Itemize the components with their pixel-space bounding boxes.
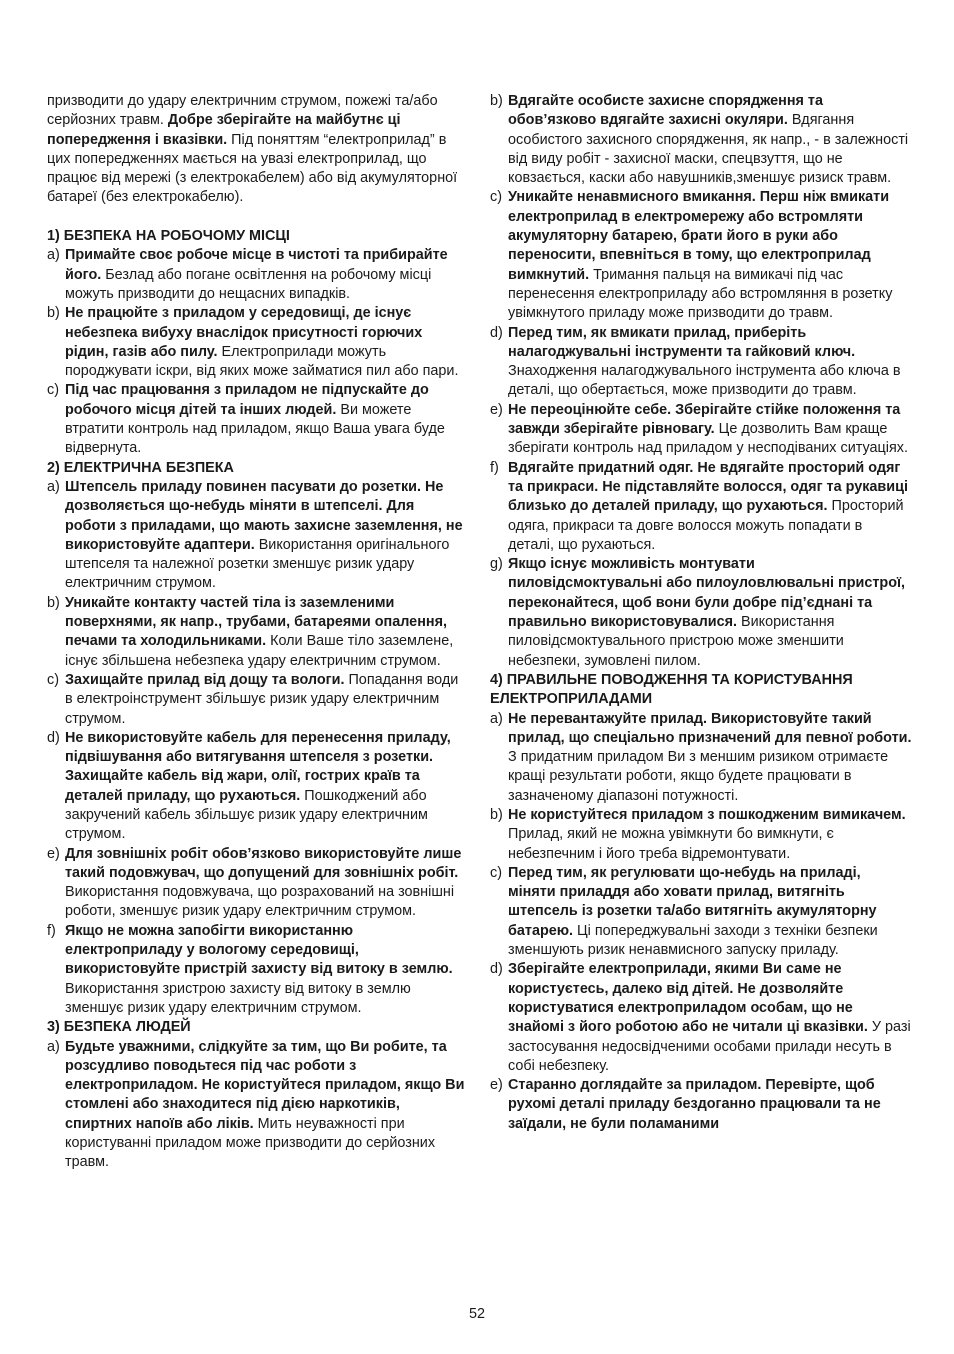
- list-item: [490, 710, 912, 806]
- item-bold-text: Перед тим, як регулювати що-небудь на приладі, міняти приладдя або ховати прилад, витягніть штепсель із розетки та/або витягніть акумуляторну батарею.: [508, 864, 877, 939]
- item-bold-text: Уникайте ненавмисного вмикання. Перш ніж вмикати електроприлад в електромережу або встромляти акумуляторну батарею, брати його в руки або переносити, впевніться в тому, що електроприлад вимкнутий.: [508, 189, 890, 283]
- list-item: [47, 246, 467, 304]
- item-text: [65, 246, 467, 304]
- item-label: c): [490, 189, 502, 206]
- item-plain-text: Мить неуважності при користуванні приладом може призводити до серйозних травм.: [65, 1115, 436, 1171]
- item-bold-text: Якщо існує можливість монтувати пиловідсмоктувальні або пилоуловлювальні пристрої, переконайтеся, щоб вони були добре під’єднані та правильно використовувалися.: [508, 556, 906, 631]
- item-bold-text: Зберігайте електроприлади, якими Ви саме не користуєтесь, далеко від дітей. Не дозволяйте користуватися електроприладом особам, що не знайомі з його роботою або не читали ці вказівки.: [508, 961, 868, 1036]
- item-bold-text: Не користуйтеся приладом з пошкодженим вимикачем.: [508, 806, 906, 823]
- page-number: 52: [468, 1306, 485, 1322]
- item-text: [508, 806, 912, 864]
- item-text: [508, 92, 912, 188]
- list-item: [490, 1076, 912, 1134]
- item-label: a): [47, 247, 60, 264]
- item-plain-text: З придатним приладом Ви з меншим ризиком отримаєте кращі результати роботи, якщо будете працювати в зазначеному діапазоні потужності.: [508, 749, 889, 804]
- item-text: [65, 922, 467, 1018]
- item-label: b): [490, 806, 503, 823]
- list-item: [47, 922, 467, 1018]
- item-plain-text: Вдягання особистого захисного спорядження, як напр., - в залежності від виду робіт - захисної маски, спецвзуття, що не ковзається, каски або навушників,зменшує ризиск травм.: [508, 112, 909, 187]
- section-items: [47, 1038, 467, 1173]
- section-heading: 4) ПРАВИЛЬНЕ ПОВОДЖЕННЯ ТА КОРИСТУВАННЯ ЕЛЕКТРОПРИЛАДАМИ: [490, 671, 853, 708]
- list-item: [490, 92, 912, 188]
- item-text: [65, 594, 467, 671]
- item-label: f): [47, 922, 56, 939]
- item-label: b): [47, 594, 60, 611]
- list-item: [47, 671, 467, 729]
- list-item: [490, 555, 912, 671]
- section-heading: 2) ЕЛЕКТРИЧНА БЕЗПЕКА: [47, 459, 234, 476]
- item-bold-text: Уникайте контакту частей тіла із заземленими поверхнями, як напр., трубами, батареями опалення, печами та холодильниками.: [65, 594, 447, 650]
- list-item: [490, 864, 912, 960]
- item-bold-text: Не працюйте з приладом у середовищі, де існує небезпека вибуху внаслідок присутності горючих рідин, газів або пилу.: [65, 305, 423, 360]
- item-bold-text: Перед тим, як вмикати прилад, приберіть налагоджувальні інструменти та гайковий ключ.: [508, 324, 856, 360]
- list-item: [490, 459, 912, 555]
- item-bold-text: Старанно доглядайте за приладом. Перевірте, щоб рухомі деталі приладу бездоганно працювали та не заїдали, не були поламаними: [508, 1077, 881, 1132]
- item-plain-text: Знаходження налагоджувального інструмента або ключа в деталі, що обертається, може призводити до травм.: [508, 363, 901, 399]
- item-plain-text: Використання пиловідсмоктувального пристрою може зменшити небезпеки, зумовлені пилом.: [508, 614, 844, 669]
- item-plain-text: Коли Ваше тіло заземлене, існує збільшена небезпека удару електричним струмом.: [65, 633, 454, 669]
- item-plain-text: Ви можете втратити контроль над приладом, якщо Ваша увага буде відвернута.: [65, 401, 445, 457]
- item-text: [65, 671, 467, 729]
- left-column: [47, 92, 467, 1173]
- item-bold-text: Вдягайте особисте захисне спорядження та обов’язково вдягайте захисні окуляри.: [508, 93, 823, 129]
- item-text: [508, 188, 912, 323]
- list-item: [490, 960, 912, 1076]
- item-text: [508, 864, 912, 960]
- list-item: [47, 381, 467, 458]
- item-plain-text: Тримання пальця на вимикачі під час перенесення електроприладу або встромляння в розетку увімкнутого приладу може призводити до травм.: [508, 266, 893, 322]
- item-text: [508, 710, 912, 806]
- intro-paragraph: [47, 92, 467, 208]
- item-bold-text: Захищайте прилад від дощу та вологи.: [65, 671, 345, 688]
- item-label: c): [47, 671, 59, 688]
- section-items: [47, 478, 467, 1018]
- intro-text-2: Під поняттям “електроприлад” в цих попередженнях мається на увазі електроприлад, що працює від мережі (з електрокабелем) або від акумуляторної батареї (без електрокабелю).: [47, 131, 458, 206]
- item-bold-text: Для зовнішніх робіт обов’язково використовуйте лише такий подовжувач, що допущений для зовнішніх робіт.: [65, 845, 462, 881]
- item-plain-text: У разі застосування недосвідченими особами прилади несуть в собі небезпеку.: [508, 1019, 911, 1074]
- item-text: [508, 1076, 912, 1134]
- item-label: a): [47, 478, 60, 495]
- item-text: [65, 1038, 467, 1173]
- item-text: [65, 381, 467, 458]
- list-item: [47, 594, 467, 671]
- item-text: [508, 401, 912, 459]
- list-item: [490, 324, 912, 401]
- item-text: [65, 729, 467, 845]
- item-plain-text: Ці попереджувальні заходи з техніки безпеки зменшують ризик ненавмисного запуску приладу.: [508, 922, 878, 959]
- item-label: d): [490, 324, 503, 341]
- list-item: [47, 729, 467, 845]
- list-item: [490, 188, 912, 323]
- item-bold-text: Вдягайте придатний одяг. Не вдягайте просторий одяг та прикраси. Не підставляйте волосся, одяг та рукавиці близько до деталей приладу, що рухаються.: [508, 459, 908, 515]
- item-plain-text: Просторий одяга, прикраси та довге волосся можуть попадати в деталі, що рухаються.: [508, 498, 904, 553]
- item-plain-text: Це дозволить Вам краще зберігати контроль над приладом у несподіваних ситуаціях.: [508, 421, 908, 457]
- item-plain-text: Використання подовжувача, що розрахований на зовнішні роботи, зменшує ризик удару електричним струмом.: [65, 884, 455, 920]
- list-item: [47, 478, 467, 594]
- list-item: [490, 806, 912, 864]
- item-text: [508, 459, 912, 555]
- item-label: g): [490, 556, 503, 573]
- item-text: [508, 960, 912, 1076]
- item-plain-text: Використання оригінального штепселя та належної розетки зменшує ризик удару електричним струмом.: [65, 536, 450, 592]
- item-text: [65, 845, 467, 922]
- section-items: [490, 92, 912, 671]
- list-item: [47, 845, 467, 922]
- item-label: a): [490, 710, 503, 727]
- item-bold-text: Під час працювання з приладом не підпускайте до робочого місця дітей та інших людей.: [65, 382, 429, 418]
- item-label: c): [490, 864, 502, 881]
- right-column: [490, 92, 912, 1134]
- item-plain-text: Електроприлади можуть породжувати іскри, від яких може займатися пил або пари.: [65, 343, 459, 380]
- item-label: d): [47, 729, 60, 746]
- item-bold-text: Якщо не можна запобігти використанню електроприладу у вологому середовищі, використовуйте пристрій захисту від витоку в землю.: [65, 922, 453, 978]
- item-plain-text: Прилад, який не можна увімкнути бо вимкнути, є небезпечним і його треба відремонтувати.: [508, 826, 834, 862]
- section-items: [47, 246, 467, 458]
- item-plain-text: Безлад або погане освітлення на робочому місці можуть призводити до нещасних випадків.: [65, 266, 432, 302]
- item-label: a): [47, 1038, 60, 1055]
- item-label: b): [490, 93, 503, 109]
- item-label: e): [47, 845, 60, 862]
- item-bold-text: Не переоцінюйте себе. Зберігайте стійке положення та завжди зберігайте рівновагу.: [508, 401, 901, 438]
- item-bold-text: Не використовуйте кабель для перенесення приладу, підвішування або витягування штепселя з розетки. Захищайте кабель від жари, олії, гострих країв та деталей приладу, що рухаються.: [65, 729, 451, 804]
- item-text: [65, 478, 467, 594]
- list-item: [47, 304, 467, 381]
- item-text: [508, 324, 912, 401]
- list-item: [47, 1038, 467, 1173]
- item-label: c): [47, 382, 59, 399]
- item-label: b): [47, 305, 60, 322]
- item-bold-text: Штепсель приладу повинен пасувати до розетки. Не дозволяється що-небудь міняти в штепселі. Для роботи з приладами, що мають захисне заземлення, не використовуйте адаптери.: [65, 478, 463, 553]
- item-bold-text: Не перевантажуйте прилад. Використовуйте такий прилад, що спеціально призначений для певної роботи.: [508, 710, 912, 746]
- item-bold-text: Будьте уважними, слідкуйте за тим, що Ви робите, та розсудливо поводьтеся під час роботи з електроприладом. Не користуйтеся приладом, якщо Ви стомлені або знаходитеся під дією наркотиків, спиртних напоїв або ліків.: [65, 1038, 465, 1132]
- intro-text: призводити до удару електричним струмом, пожежі та/або серйозних травм.: [47, 93, 438, 129]
- item-bold-text: Примайте своє робоче місце в чистоті та прибирайте його.: [65, 247, 448, 283]
- item-label: e): [490, 401, 503, 418]
- item-text: [508, 555, 912, 671]
- item-label: e): [490, 1077, 503, 1094]
- section-heading: 1) БЕЗПЕКА НА РОБОЧОМУ МІСЦІ: [47, 228, 290, 245]
- item-text: [65, 304, 467, 381]
- item-plain-text: Попадання води в електроінструмент збільшує ризик удару електричним струмом.: [65, 671, 459, 727]
- item-label: d): [490, 961, 503, 978]
- list-item: [490, 401, 912, 459]
- item-plain-text: Використання зристрою захисту від витоку в землю зменшує ризик удару електричним струмом.: [65, 980, 411, 1016]
- item-plain-text: Пошкоджений або закручений кабель збільшує ризик удару електричним струмом.: [65, 787, 428, 843]
- item-label: f): [490, 459, 499, 476]
- section-items: [490, 710, 912, 1135]
- section-heading: 3) БЕЗПЕКА ЛЮДЕЙ: [47, 1019, 191, 1036]
- intro-bold: Добре зберігайте на майбутнє ці попередження і вказівки.: [47, 112, 401, 148]
